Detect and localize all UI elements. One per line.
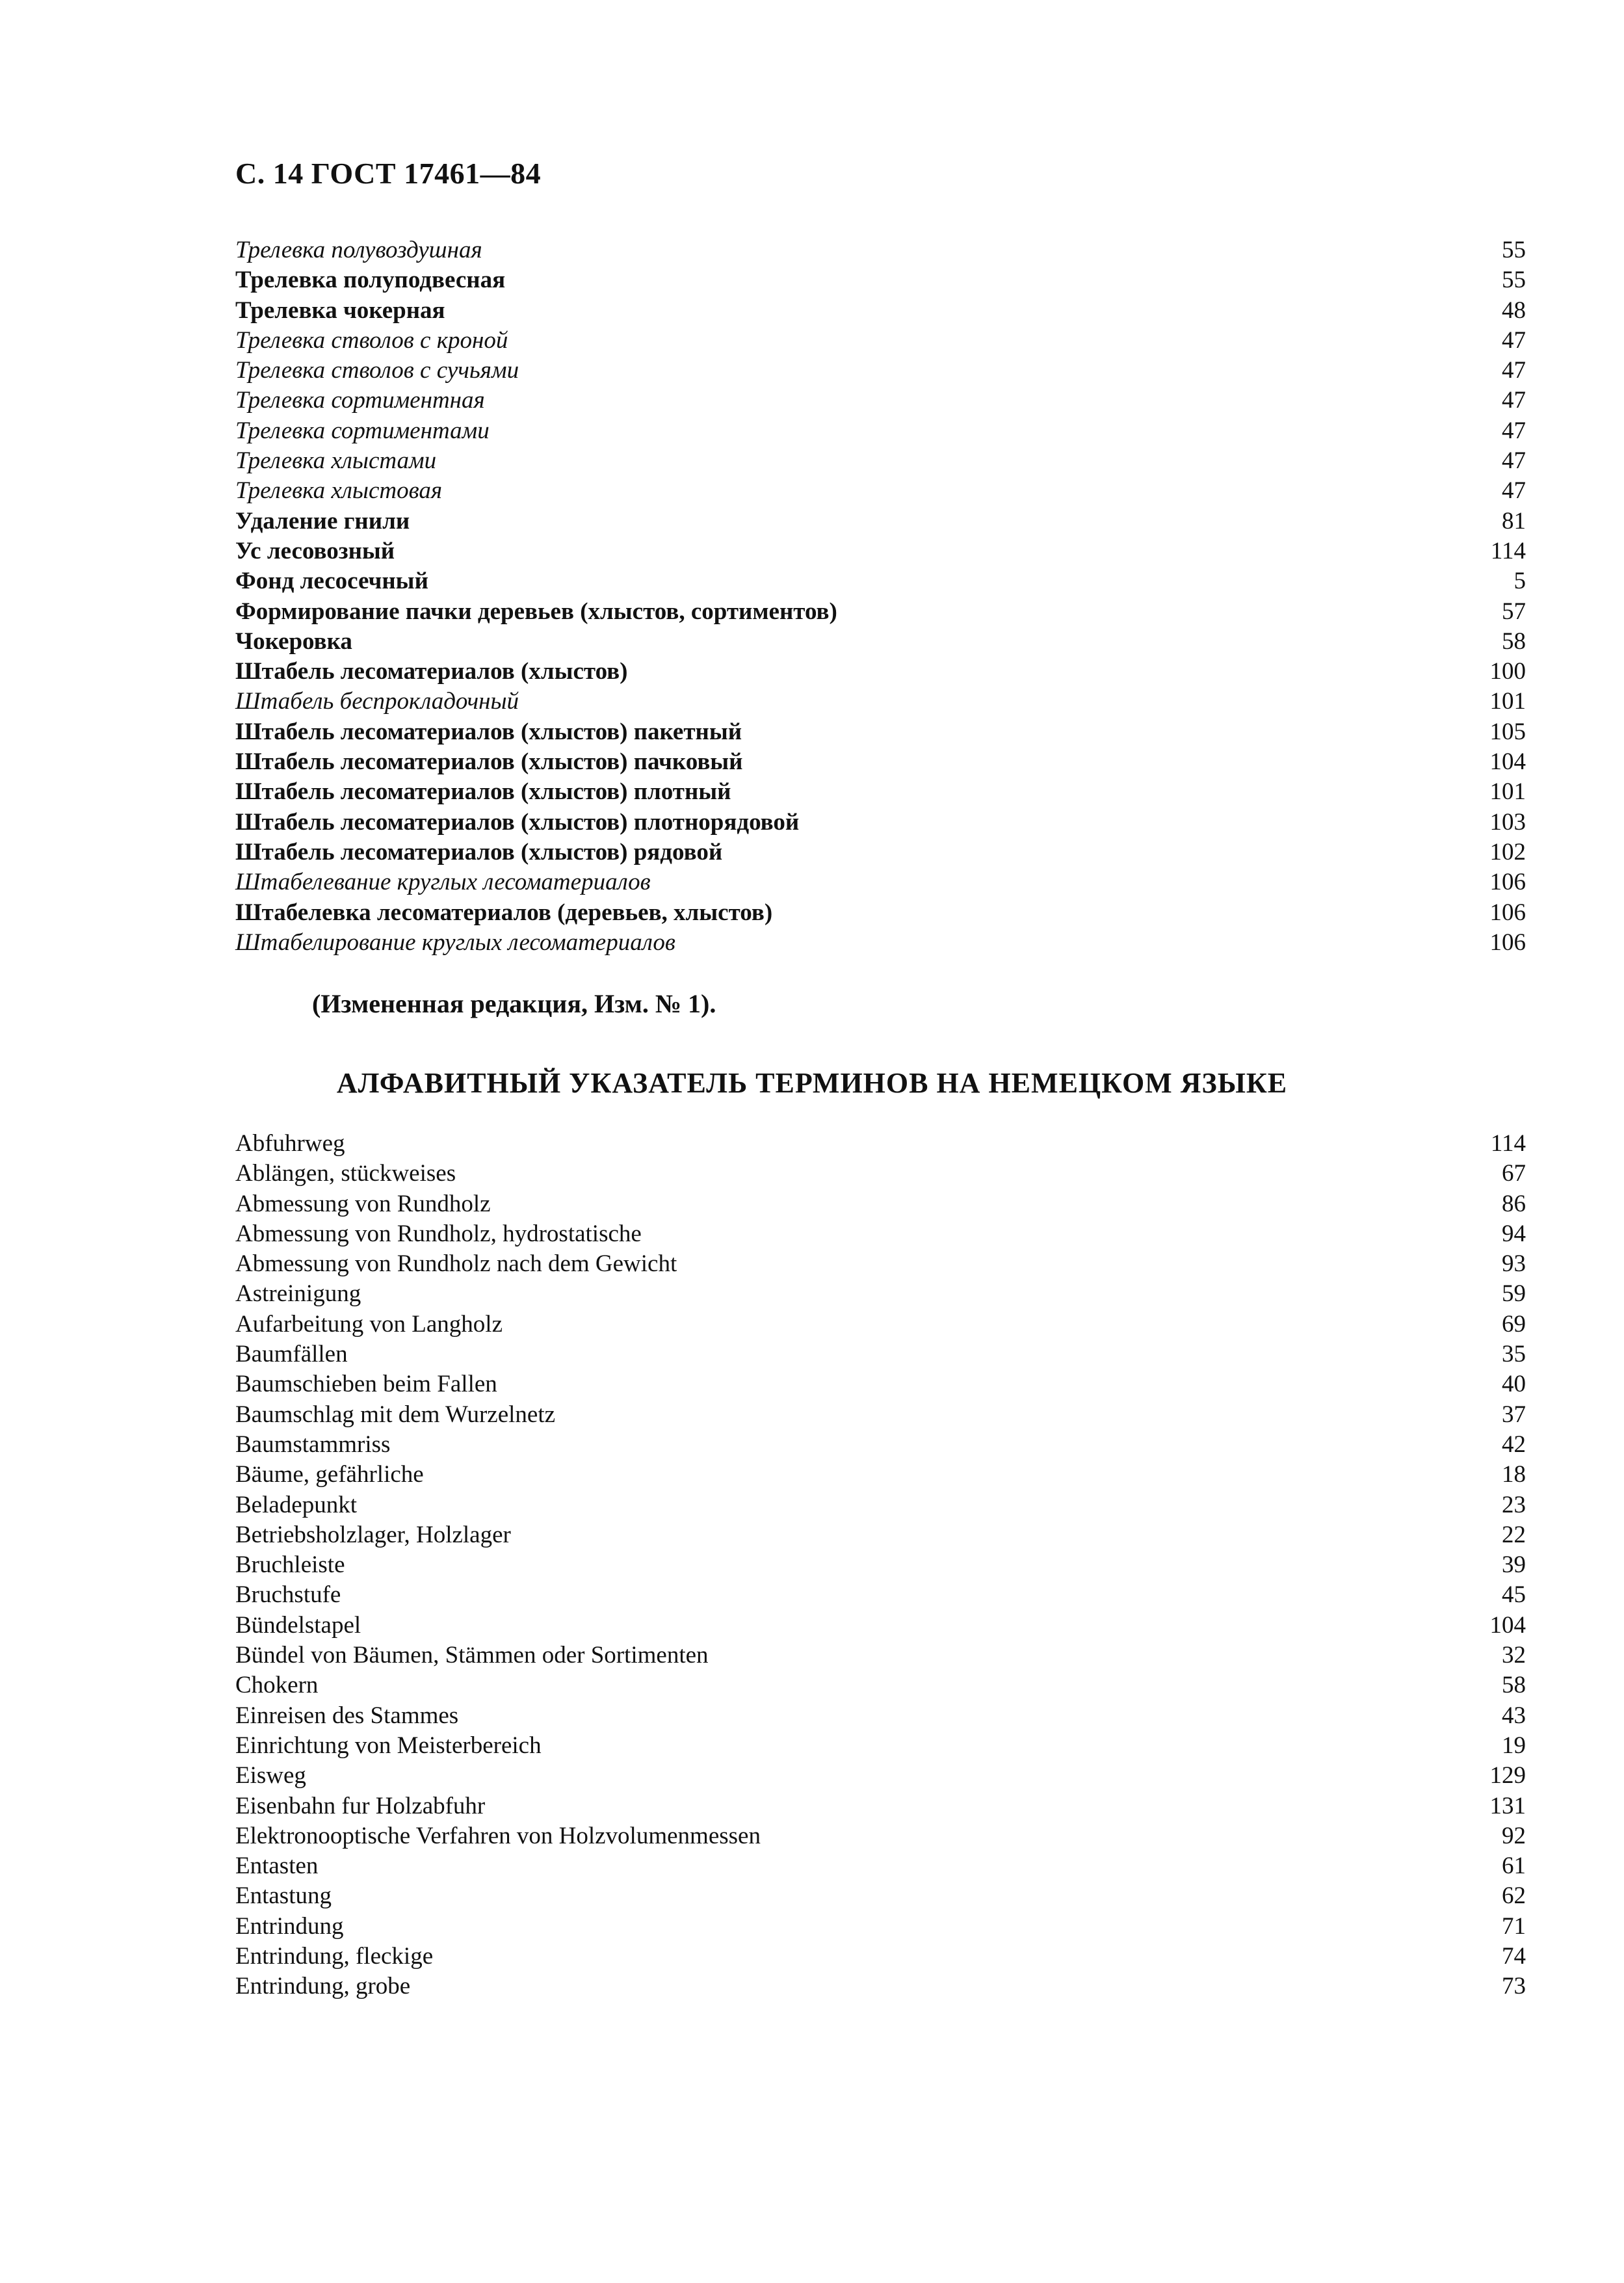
russian-term-index bbox=[235, 235, 1526, 958]
index-entry bbox=[235, 1460, 1526, 1490]
index-page-number: 101 bbox=[1489, 688, 1526, 715]
index-term: Entasten bbox=[235, 1853, 319, 1880]
index-page-number: 45 bbox=[1502, 1581, 1526, 1609]
index-page-number: 81 bbox=[1502, 507, 1526, 534]
index-entry bbox=[235, 235, 1526, 265]
index-page-number: 104 bbox=[1489, 748, 1526, 776]
index-term: Chokern bbox=[235, 1672, 319, 1699]
index-page-number: 101 bbox=[1489, 778, 1526, 806]
index-entry bbox=[235, 1369, 1526, 1399]
index-entry bbox=[235, 747, 1526, 777]
index-term: Трелевка стволов с сучьями bbox=[235, 357, 519, 384]
index-term: Baumfällen bbox=[235, 1341, 348, 1368]
index-page-number: 23 bbox=[1502, 1491, 1526, 1518]
index-entry bbox=[235, 1550, 1526, 1580]
index-term: Baumstammriss bbox=[235, 1431, 391, 1458]
index-page-number: 39 bbox=[1502, 1551, 1526, 1579]
index-term: Трелевка сортиментами bbox=[235, 417, 490, 444]
index-term: Bäume, gefährliche bbox=[235, 1461, 424, 1488]
index-page-number: 94 bbox=[1502, 1220, 1526, 1247]
index-page-number: 86 bbox=[1502, 1190, 1526, 1217]
index-entry bbox=[235, 838, 1526, 867]
index-page-number: 103 bbox=[1489, 808, 1526, 836]
index-entry bbox=[235, 1670, 1526, 1700]
index-term: Astreinigung bbox=[235, 1280, 361, 1308]
index-term: Чокеровка bbox=[235, 627, 352, 655]
index-page-number: 58 bbox=[1502, 627, 1526, 655]
index-entry bbox=[235, 1791, 1526, 1821]
index-entry bbox=[235, 1761, 1526, 1791]
index-entry bbox=[235, 1159, 1526, 1189]
index-page-number: 106 bbox=[1489, 899, 1526, 926]
index-page-number: 47 bbox=[1502, 417, 1526, 444]
index-entry bbox=[235, 1701, 1526, 1731]
index-page-number: 35 bbox=[1502, 1341, 1526, 1368]
index-page-number: 92 bbox=[1502, 1822, 1526, 1849]
index-term: Удаление гнили bbox=[235, 507, 410, 534]
index-entry bbox=[235, 777, 1526, 807]
index-page-number: 19 bbox=[1502, 1732, 1526, 1759]
index-entry bbox=[235, 446, 1526, 476]
index-term: Beladepunkt bbox=[235, 1491, 358, 1518]
index-page-number: 102 bbox=[1489, 838, 1526, 865]
index-entry bbox=[235, 507, 1526, 536]
index-term: Трелевка сортиментная bbox=[235, 387, 485, 414]
index-page-number: 67 bbox=[1502, 1160, 1526, 1187]
index-term: Трелевка полувоздушная bbox=[235, 237, 482, 263]
index-entry bbox=[235, 597, 1526, 627]
index-page-number: 55 bbox=[1502, 237, 1526, 263]
german-term-index bbox=[235, 1129, 1526, 2002]
index-term: Штабель лесоматериалов (хлыстов) bbox=[235, 658, 628, 685]
index-page-number: 105 bbox=[1489, 718, 1526, 745]
index-term: Штабель лесоматериалов (хлыстов) пачковый bbox=[235, 748, 743, 776]
index-term: Abmessung von Rundholz bbox=[235, 1190, 491, 1217]
index-term: Bruchstufe bbox=[235, 1581, 341, 1609]
index-entry bbox=[235, 1279, 1526, 1309]
index-entry bbox=[235, 386, 1526, 416]
index-term: Baumschieben beim Fallen bbox=[235, 1371, 497, 1398]
index-entry bbox=[235, 1942, 1526, 1972]
index-term: Baumschlag mit dem Wurzelnetz bbox=[235, 1401, 556, 1428]
index-entry bbox=[235, 416, 1526, 446]
index-entry bbox=[235, 1129, 1526, 1159]
index-page-number: 93 bbox=[1502, 1250, 1526, 1278]
index-term: Ус лесовозный bbox=[235, 537, 395, 564]
index-page-number: 47 bbox=[1502, 357, 1526, 384]
index-page-number: 106 bbox=[1489, 869, 1526, 896]
index-page-number: 58 bbox=[1502, 1672, 1526, 1699]
index-entry bbox=[235, 1972, 1526, 2001]
index-entry bbox=[235, 1580, 1526, 1610]
index-page-number: 129 bbox=[1489, 1762, 1526, 1789]
index-entry bbox=[235, 627, 1526, 657]
index-term: Entastung bbox=[235, 1882, 332, 1910]
index-entry bbox=[235, 1851, 1526, 1881]
index-entry bbox=[235, 536, 1526, 566]
index-page-number: 47 bbox=[1502, 447, 1526, 475]
index-term: Трелевка чокерная bbox=[235, 297, 445, 324]
index-term: Штабелевка лесоматериалов (деревьев, хлыстов) bbox=[235, 899, 773, 926]
index-page-number: 59 bbox=[1502, 1280, 1526, 1308]
index-term: Штабелевание круглых лесоматериалов bbox=[235, 869, 651, 896]
index-page-number: 131 bbox=[1489, 1792, 1526, 1819]
index-page-number: 62 bbox=[1502, 1882, 1526, 1910]
index-entry bbox=[235, 476, 1526, 506]
index-term: Bündel von Bäumen, Stämmen oder Sortimenten bbox=[235, 1642, 709, 1669]
index-entry bbox=[235, 657, 1526, 687]
index-term: Entrindung, fleckige bbox=[235, 1943, 434, 1970]
index-term: Штабелирование круглых лесоматериалов bbox=[235, 929, 675, 956]
index-entry bbox=[235, 1611, 1526, 1641]
index-page-number: 57 bbox=[1502, 598, 1526, 625]
index-page-number: 55 bbox=[1502, 267, 1526, 294]
index-entry bbox=[235, 1490, 1526, 1520]
index-term: Einrichtung von Meisterbereich bbox=[235, 1732, 542, 1759]
amendment-note: (Измененная редакция, Изм. № 1). bbox=[312, 989, 716, 1018]
index-entry bbox=[235, 1249, 1526, 1279]
index-page-number: 73 bbox=[1502, 1973, 1526, 2000]
index-term: Betriebsholzlager, Holzlager bbox=[235, 1521, 511, 1548]
index-page-number: 104 bbox=[1489, 1611, 1526, 1639]
index-entry bbox=[235, 1189, 1526, 1219]
index-term: Трелевка хлыстовая bbox=[235, 477, 443, 505]
index-page-number: 71 bbox=[1502, 1912, 1526, 1940]
index-entry bbox=[235, 326, 1526, 356]
index-entry bbox=[235, 687, 1526, 717]
index-entry bbox=[235, 1641, 1526, 1670]
index-page-number: 74 bbox=[1502, 1943, 1526, 1970]
index-term: Abfuhrweg bbox=[235, 1130, 345, 1157]
index-entry bbox=[235, 928, 1526, 958]
index-page-number: 114 bbox=[1490, 537, 1526, 564]
index-term: Bruchleiste bbox=[235, 1551, 345, 1579]
index-term: Штабель лесоматериалов (хлыстов) рядовой bbox=[235, 838, 723, 865]
index-entry bbox=[235, 566, 1526, 596]
index-page-number: 47 bbox=[1502, 387, 1526, 414]
index-entry bbox=[235, 1219, 1526, 1249]
index-page-number: 69 bbox=[1502, 1310, 1526, 1338]
index-term: Фонд лесосечный bbox=[235, 568, 428, 595]
index-term: Штабель лесоматериалов (хлыстов) плотный bbox=[235, 778, 731, 806]
index-term: Elektronooptische Verfahren von Holzvolumenmessen bbox=[235, 1822, 761, 1849]
index-term: Штабель лесоматериалов (хлыстов) пакетный bbox=[235, 718, 742, 745]
index-entry bbox=[235, 356, 1526, 386]
index-term: Abmessung von Rundholz nach dem Gewicht bbox=[235, 1250, 677, 1278]
index-term: Bündelstapel bbox=[235, 1611, 361, 1639]
index-entry bbox=[235, 808, 1526, 838]
index-page-number: 61 bbox=[1502, 1853, 1526, 1880]
index-page-number: 32 bbox=[1502, 1642, 1526, 1669]
index-entry bbox=[235, 898, 1526, 928]
index-entry bbox=[235, 1430, 1526, 1460]
index-entry bbox=[235, 1821, 1526, 1851]
index-page-number: 22 bbox=[1502, 1521, 1526, 1548]
index-term: Трелевка полуподвесная bbox=[235, 267, 506, 294]
index-page-number: 42 bbox=[1502, 1431, 1526, 1458]
index-entry bbox=[235, 1520, 1526, 1550]
index-term: Штабель беспрокладочный bbox=[235, 688, 519, 715]
index-entry bbox=[235, 1400, 1526, 1430]
index-term: Eisweg bbox=[235, 1762, 306, 1789]
index-page-number: 5 bbox=[1513, 568, 1526, 595]
index-entry bbox=[235, 1912, 1526, 1942]
index-entry bbox=[235, 1881, 1526, 1911]
index-term: Entrindung bbox=[235, 1912, 344, 1940]
index-entry bbox=[235, 717, 1526, 747]
index-term: Формирование пачки деревьев (хлыстов, сортиментов) bbox=[235, 598, 837, 625]
index-term: Трелевка стволов с кроной bbox=[235, 326, 508, 354]
index-term: Einreisen des Stammes bbox=[235, 1702, 459, 1729]
index-page-number: 47 bbox=[1502, 326, 1526, 354]
index-page-number: 48 bbox=[1502, 297, 1526, 324]
index-entry bbox=[235, 1339, 1526, 1369]
index-page-number: 40 bbox=[1502, 1371, 1526, 1398]
index-term: Entrindung, grobe bbox=[235, 1973, 411, 2000]
index-page-number: 47 bbox=[1502, 477, 1526, 505]
index-term: Aufarbeitung von Langholz bbox=[235, 1310, 503, 1338]
index-entry bbox=[235, 1310, 1526, 1339]
section-title: АЛФАВИТНЫЙ УКАЗАТЕЛЬ ТЕРМИНОВ НА НЕМЕЦКОМ ЯЗЫКЕ bbox=[336, 1067, 1288, 1099]
index-term: Штабель лесоматериалов (хлыстов) плотнорядовой bbox=[235, 808, 800, 836]
index-term: Трелевка хлыстами bbox=[235, 447, 437, 475]
index-page-number: 100 bbox=[1489, 658, 1526, 685]
index-term: Ablängen, stückweises bbox=[235, 1160, 456, 1187]
index-page-number: 114 bbox=[1490, 1130, 1526, 1157]
index-page-number: 43 bbox=[1502, 1702, 1526, 1729]
index-term: Abmessung von Rundholz, hydrostatische bbox=[235, 1220, 642, 1247]
index-page-number: 37 bbox=[1502, 1401, 1526, 1428]
index-entry bbox=[235, 296, 1526, 326]
index-entry bbox=[235, 867, 1526, 897]
index-page-number: 18 bbox=[1502, 1461, 1526, 1488]
index-page-number: 106 bbox=[1489, 929, 1526, 956]
index-term: Eisenbahn fur Holzabfuhr bbox=[235, 1792, 486, 1819]
index-entry bbox=[235, 265, 1526, 295]
index-entry bbox=[235, 1731, 1526, 1761]
page-header: С. 14 ГОСТ 17461—84 bbox=[235, 157, 542, 190]
